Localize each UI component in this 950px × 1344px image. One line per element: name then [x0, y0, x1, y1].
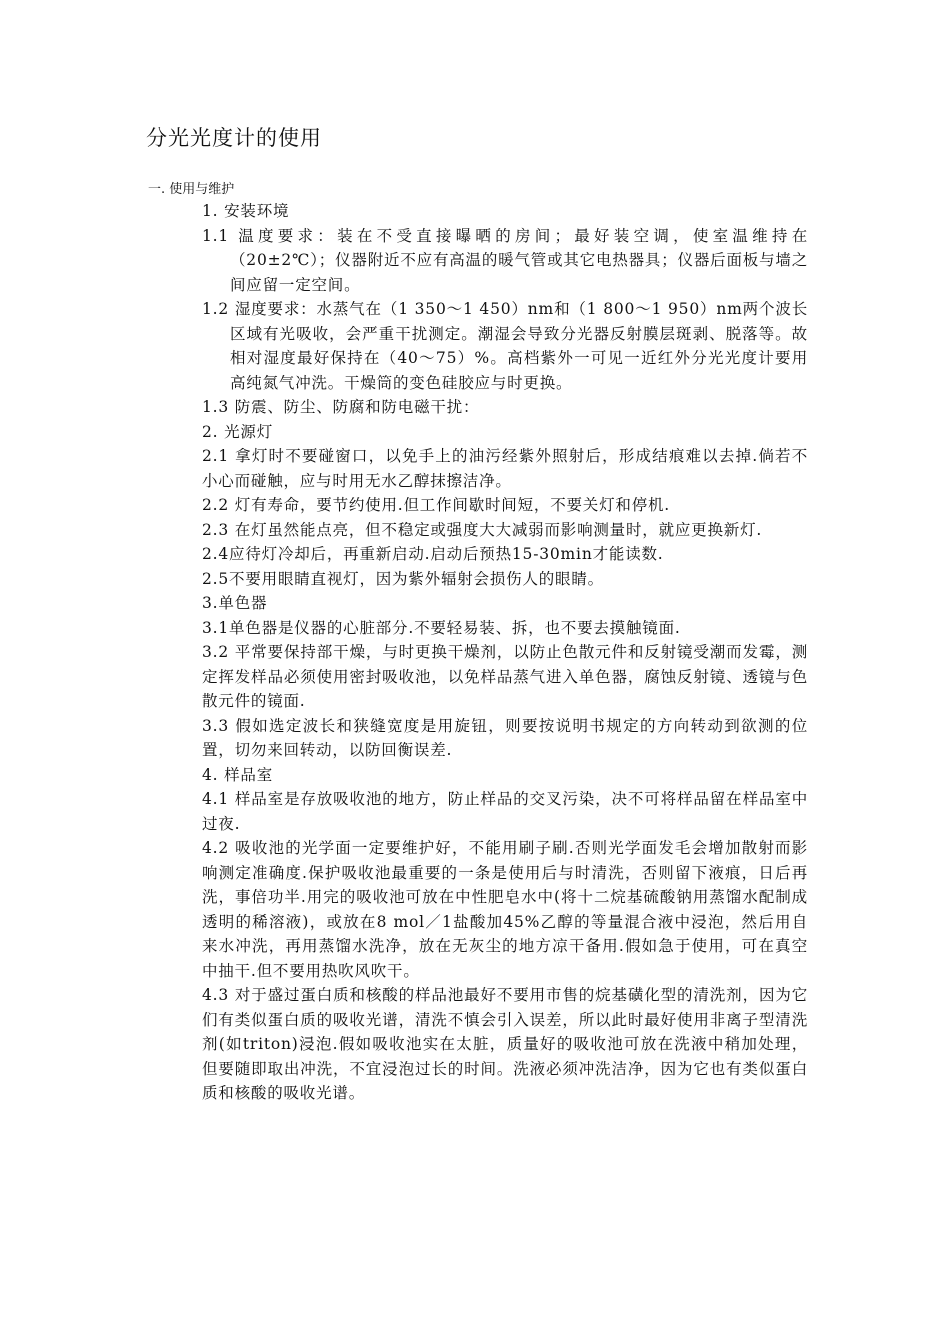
item-2-4-paragraph: 2.4应待灯冷却后，再重新启动.启动后预热15-30min才能读数. — [202, 545, 664, 563]
item-3-1-paragraph: 3.1单色器是仪器的心脏部分.不要轻易装、拆，也不要去摸触镜面. — [202, 618, 681, 637]
item-3-heading: 3.单色器 — [202, 594, 268, 612]
item-2-1-paragraph: 2.1 拿灯时不要碰窗口，以免手上的油污经紫外照射后，形成结痕难以去掉.倘若不小心而碰触，应与时用无水乙醇抹擦洁净。 — [202, 447, 808, 490]
item-1-1-paragraph: 1.1 温度要求：装在不受直接曝晒的房间；最好装空调，使室温维持在（20±2℃）；仪器附近不应有高温的暖气管或其它电热器具；仪器后面板与墙之间应留一定空间。 — [202, 226, 808, 294]
item-3-3-paragraph: 3.3 假如选定波长和狭缝宽度是用旋钮，则要按说明书规定的方向转动到欲测的位置，切勿来回转动，以防回衡误差. — [202, 716, 808, 759]
item-2-heading: 2. 光源灯 — [202, 422, 274, 441]
item-2-3-paragraph: 2.3 在灯虽然能点亮，但不稳定或强度大大减弱而影响测量时，就应更换新灯. — [202, 520, 763, 539]
item-3-2-paragraph: 3.2 平常要保持部干燥，与时更换干燥剂，以防止色散元件和反射镜受潮而发霉，测定挥发样品必须使用密封吸收池，以免样品蒸气进入单色器，腐蚀反射镜、透镜与色散元件的镜面. — [202, 643, 808, 710]
item-4-3-paragraph: 4.3 对于盛过蛋白质和核酸的样品池最好不要用市售的烷基磺化型的清洗剂，因为它们有类似蛋白质的吸收光谱，清洗不慎会引入误差，所以此时最好使用非离子型清洗剂(如triton)浸泡.假如吸收池实在太脏，质量好的吸收池可放在洗液中稍加处理，但要随即取出冲洗，不宜浸泡过长的时间。洗液必须冲洗洁净，因为它也有类似蛋白质和核酸的吸收光谱。 — [202, 986, 808, 1102]
page-title: 分光光度计的使用 — [146, 126, 322, 150]
item-2-5-paragraph: 2.5不要用眼睛直视灯，因为紫外辐射会损伤人的眼睛。 — [202, 569, 604, 588]
item-2-2-paragraph: 2.2 灯有寿命，要节约使用.但工作间歇时间短，不要关灯和停机. — [202, 496, 671, 514]
item-4-heading: 4. 样品室 — [202, 765, 274, 784]
item-1-heading: 1. 安装环境 — [202, 202, 290, 220]
item-4-2-paragraph: 4.2 吸收池的光学面一定要维护好，不能用刷子刷.否则光学面发毛会增加散射而影响测定准确度.保护吸收池最重要的一条是使用后与时清洗，否则留下液痕，日后再洗，事倍功半.用完的吸收池可放在中性肥皂水中(将十二烷基硫酸钠用蒸馏水配制成透明的稀溶液)，或放在8 mol／1盐酸加45%乙醇的等量混合液中浸泡，然后用自来水冲洗，再用蒸馏水洗净，放在无灰尘的地方凉干备用.假如急于使用，可在真空中抽干.但不要用热吹风吹干。 — [202, 839, 808, 980]
item-1-2-paragraph: 1.2 湿度要求：水蒸气在（1 350～1 450）nm和（1 800～1 950）nm两个波长区域有光吸收，会严重干扰测定。潮湿会导致分光器反射膜层斑剥、脱落等。故相对湿度最好保持在（40～75）%。高档紫外一可见一近红外分光光度计要用高纯氮气冲洗。干燥筒的变色硅胶应与时更换。 — [202, 300, 808, 392]
item-1-3-paragraph: 1.3 防震、防尘、防腐和防电磁干扰： — [202, 398, 480, 416]
section-heading: 一. 使用与维护 — [148, 182, 235, 197]
item-4-1-paragraph: 4.1 样品室是存放吸收池的地方，防止样品的交叉污染，决不可将样品留在样品室中过夜. — [202, 790, 808, 833]
document-body — [202, 199, 808, 1106]
